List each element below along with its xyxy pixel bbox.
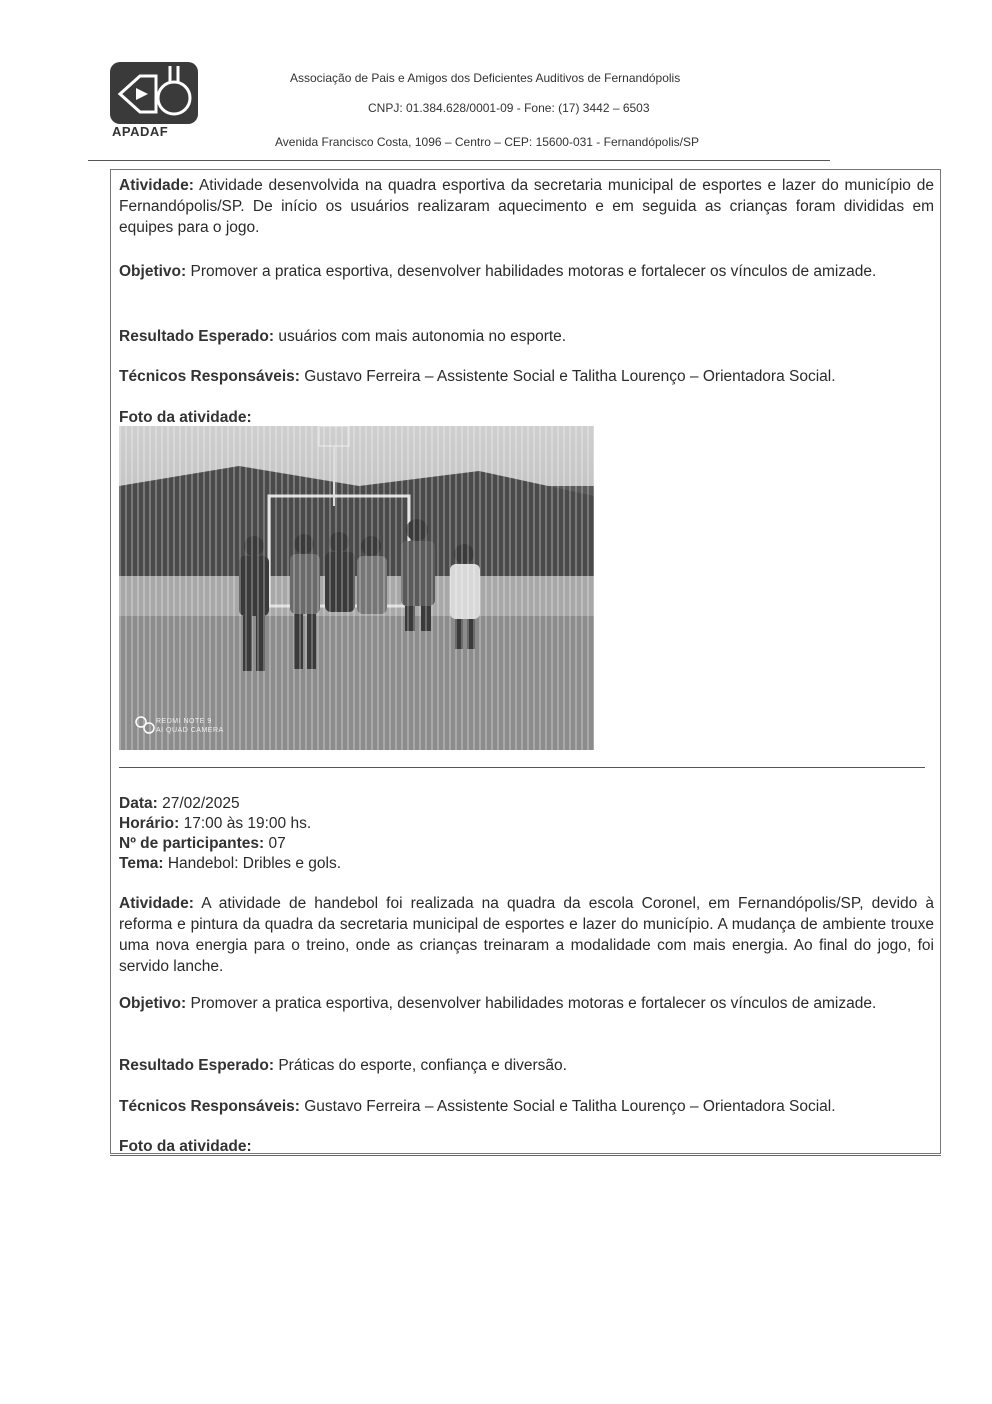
result-text: usuários com mais autonomia no esporte. <box>278 328 567 345</box>
participants-line <box>119 834 286 854</box>
objective-paragraph-1 <box>119 261 934 282</box>
result-label: Resultado Esperado: <box>119 328 275 345</box>
header-divider <box>88 160 830 161</box>
activity-text: Atividade desenvolvida na quadra esportiva da secretaria municipal de esportes e lazer do município de Fernandópolis/SP. De início os usuários realizaram aquecimento e em seguida as crianças foram divididas em equipes para o jogo. <box>119 177 934 236</box>
cnpj-phone: CNPJ: 01.384.628/0001-09 - Fone: (17) 3442 – 6503 <box>368 101 650 115</box>
camera-watermark-line1: REDMI NOTE 9 <box>156 718 212 725</box>
photo-label: Foto da atividade: <box>119 409 252 426</box>
objective-label: Objetivo: <box>119 263 187 280</box>
objective-text: Promover a pratica esportiva, desenvolver habilidades motoras e fortalecer os vínculos de amizade. <box>190 263 877 280</box>
technicians-label: Técnicos Responsáveis: <box>119 368 300 385</box>
date-line <box>119 794 240 814</box>
objective-text: Promover a pratica esportiva, desenvolver habilidades motoras e fortalecer os vínculos de amizade. <box>190 995 877 1012</box>
time-label: Horário: <box>119 815 180 832</box>
technicians-text: Gustavo Ferreira – Assistente Social e Talitha Lourenço – Orientadora Social. <box>304 368 836 385</box>
theme-value: Handebol: Dribles e gols. <box>167 855 342 872</box>
expected-result-1 <box>119 326 934 347</box>
photo-label-1 <box>119 407 934 428</box>
activity-paragraph-1 <box>119 175 934 238</box>
participants-label: Nº de participantes: <box>119 835 265 852</box>
camera-watermark <box>156 717 224 735</box>
activity-label: Atividade: <box>119 895 194 912</box>
result-label: Resultado Esperado: <box>119 1057 275 1074</box>
objective-paragraph-2 <box>119 993 934 1014</box>
address: Avenida Francisco Costa, 1096 – Centro – CEP: 15600-031 - Fernandópolis/SP <box>275 135 700 149</box>
participants-value: 07 <box>268 835 286 852</box>
technicians-label: Técnicos Responsáveis: <box>119 1098 300 1115</box>
date-label: Data: <box>119 795 158 812</box>
technicians-1 <box>119 366 934 387</box>
section-divider <box>119 767 925 768</box>
activity-paragraph-2 <box>119 893 934 977</box>
logo-text: APADAF <box>112 124 169 139</box>
technicians-2 <box>119 1096 934 1117</box>
ear-logo-icon <box>110 62 202 124</box>
technicians-text: Gustavo Ferreira – Assistente Social e Talitha Lourenço – Orientadora Social. <box>304 1098 836 1115</box>
date-value: 27/02/2025 <box>162 795 240 812</box>
photo-label-2 <box>119 1136 934 1157</box>
theme-label: Tema: <box>119 855 164 872</box>
result-text: Práticas do esporte, confiança e diversão. <box>278 1057 567 1074</box>
theme-line <box>119 854 341 874</box>
activity-text: A atividade de handebol foi realizada na quadra da escola Coronel, em Fernandópolis/SP, devido à reforma e pintura da quadra da secretaria municipal de esportes e lazer do município. A mudança de ambiente trouxe uma nova energia para o treino, onde as crianças treinaram a modalidade com mais energia. Ao final do jogo, foi servido lanche. <box>119 895 935 975</box>
objective-label: Objetivo: <box>119 995 187 1012</box>
activity-photo <box>119 426 594 750</box>
page-bottom-divider <box>110 1155 941 1156</box>
org-name: Associação de Pais e Amigos dos Deficientes Auditivos de Fernandópolis <box>290 71 681 85</box>
time-value: 17:00 às 19:00 hs. <box>183 815 312 832</box>
activity-label: Atividade: <box>119 177 194 194</box>
expected-result-2 <box>119 1055 934 1076</box>
photo-label: Foto da atividade: <box>119 1138 252 1155</box>
camera-watermark-line2: AI QUAD CAMERA <box>156 727 224 734</box>
time-line <box>119 814 311 834</box>
